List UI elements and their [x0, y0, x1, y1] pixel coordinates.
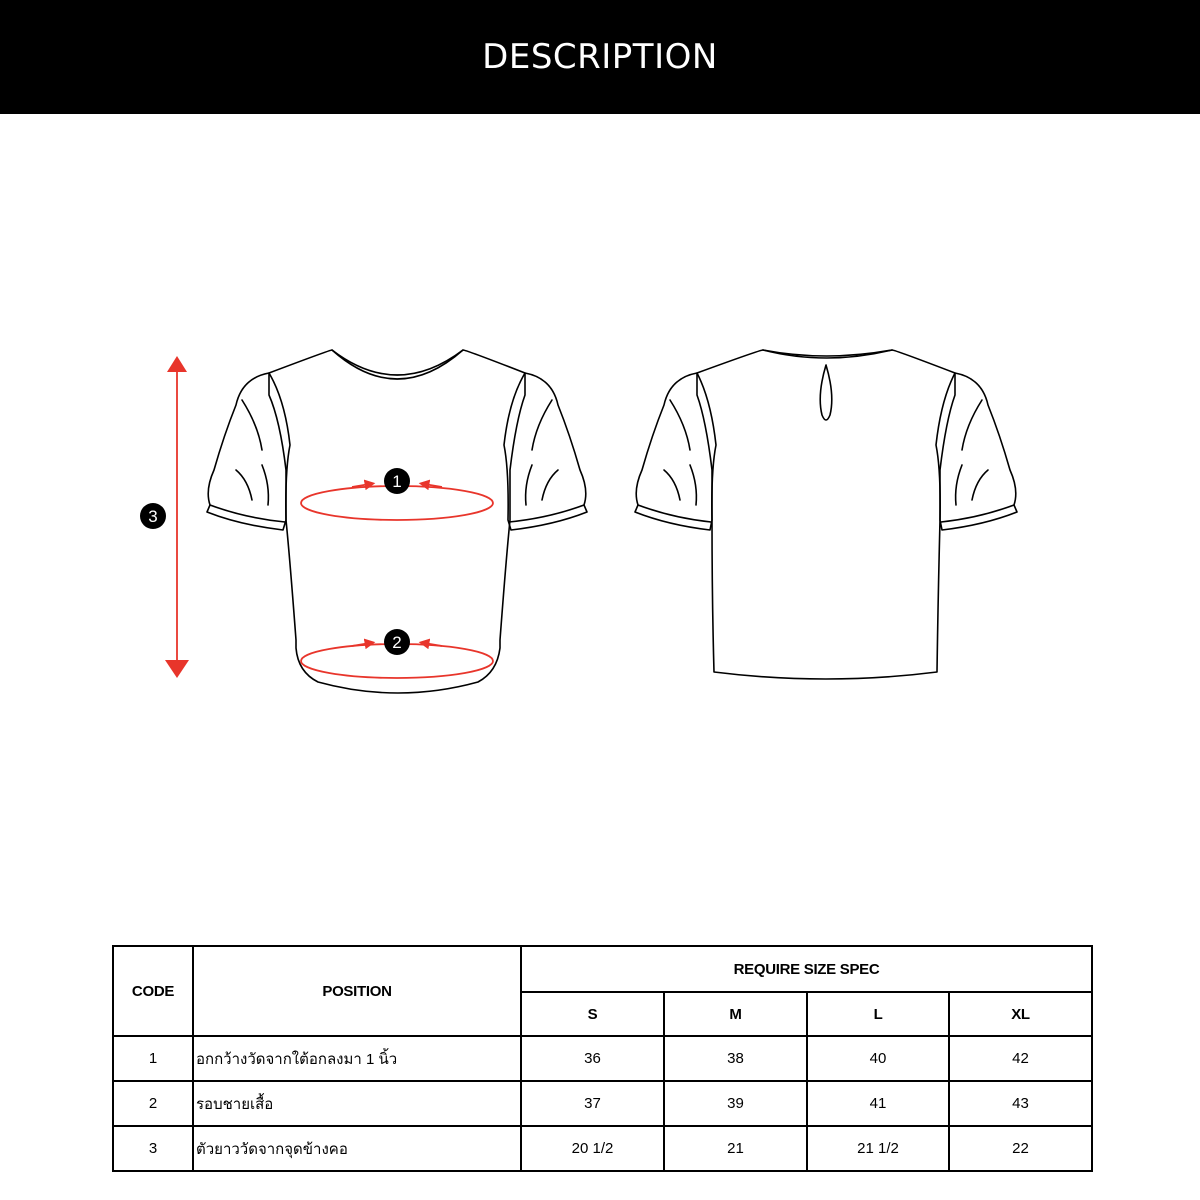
row-value: 20 1/2: [521, 1126, 664, 1171]
back-body-outline: [697, 350, 955, 679]
row-position: รอบชายเสื้อ: [193, 1081, 521, 1126]
front-right-sleeve: [504, 373, 587, 530]
marker-2-label: 2: [392, 633, 402, 652]
table-row: [113, 1126, 1092, 1171]
header-bar: [0, 0, 1200, 114]
row-value: 42: [949, 1036, 1092, 1081]
table-row: [113, 1081, 1092, 1126]
row-position: อกกว้างวัดจากใต้อกลงมา 1 นิ้ว: [193, 1036, 521, 1081]
chest-measure: [301, 468, 493, 520]
header-size-s: S: [521, 992, 664, 1036]
table-row: [113, 1036, 1092, 1081]
row-value: 21: [664, 1126, 807, 1171]
row-value: 37: [521, 1081, 664, 1126]
row-value: 36: [521, 1036, 664, 1081]
row-code: 1: [113, 1036, 193, 1081]
header-size-l: L: [807, 992, 949, 1036]
page-title: DESCRIPTION: [482, 37, 718, 77]
back-right-sleeve: [936, 373, 1017, 530]
row-value: 40: [807, 1036, 949, 1081]
back-left-sleeve: [635, 373, 716, 530]
hem-measure: [301, 629, 493, 678]
header-size-xl: XL: [949, 992, 1092, 1036]
keyhole: [820, 365, 832, 420]
front-left-sleeve: [207, 373, 290, 530]
header-position: POSITION: [193, 946, 521, 1036]
row-code: 3: [113, 1126, 193, 1171]
row-code: 2: [113, 1081, 193, 1126]
row-value: 39: [664, 1081, 807, 1126]
row-position: ตัวยาววัดจากจุดข้างคอ: [193, 1126, 521, 1171]
row-value: 21 1/2: [807, 1126, 949, 1171]
header-code: CODE: [113, 946, 193, 1036]
marker-1-label: 1: [392, 472, 402, 491]
back-view: [635, 350, 1017, 679]
marker-3-label: 3: [148, 507, 158, 526]
row-value: 43: [949, 1081, 1092, 1126]
row-value: 38: [664, 1036, 807, 1081]
header-spec: REQUIRE SIZE SPEC: [521, 946, 1092, 992]
header-size-m: M: [664, 992, 807, 1036]
size-spec-table: [112, 945, 1093, 1172]
row-value: 41: [807, 1081, 949, 1126]
length-measure: [140, 356, 189, 678]
back-neckline: [763, 350, 892, 358]
row-value: 22: [949, 1126, 1092, 1171]
garment-diagram: [0, 114, 1200, 914]
